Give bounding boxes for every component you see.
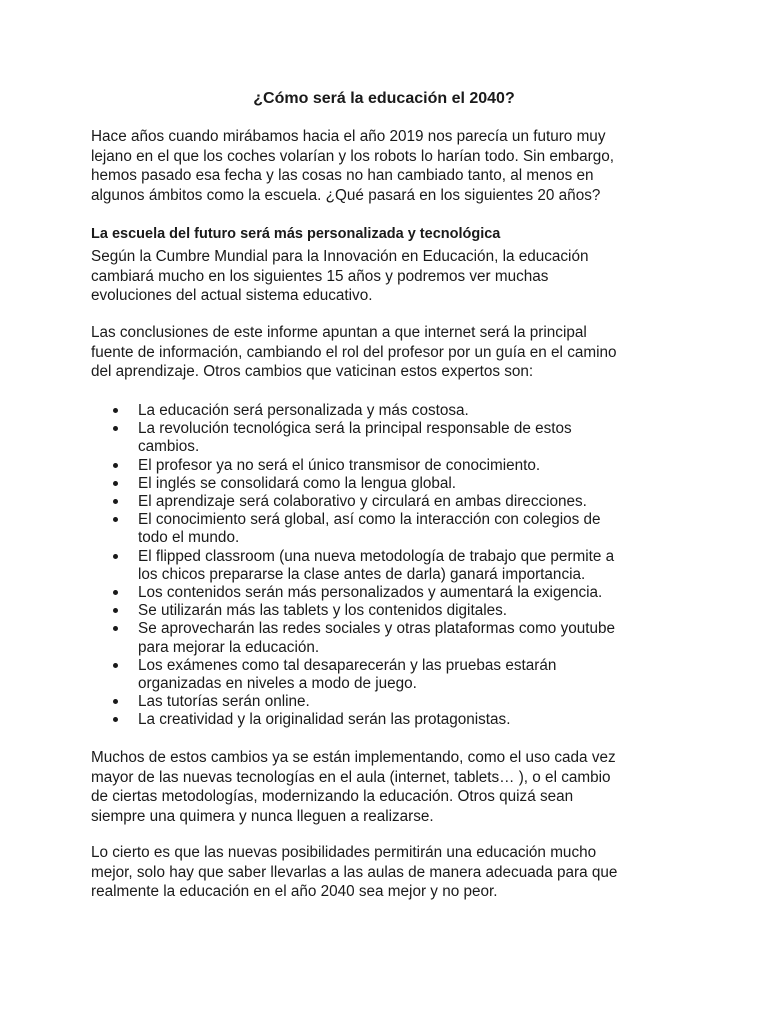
list-item-text: Las tutorías serán online. <box>138 693 310 711</box>
list-item-text: La educación será personalizada y más costosa. <box>138 402 469 419</box>
paragraph-line: cambiará mucho en los siguientes 15 años y podremos ver muchas <box>91 267 549 285</box>
list-item-text: El conocimiento será global, así como la interacción con colegios de <box>138 511 601 529</box>
intro-paragraph <box>91 127 691 205</box>
document-title: ¿Cómo será la educación el 2040? <box>253 90 515 107</box>
list-item <box>91 420 691 456</box>
bullet-icon <box>113 408 118 413</box>
paragraph-line: Las conclusiones de este informe apuntan a que internet será la principal <box>91 324 587 341</box>
intro-line: lejano en el que los coches volarían y los robots lo harían todo. Sin embargo, <box>91 147 614 165</box>
list-item <box>91 402 691 420</box>
list-item <box>91 657 691 693</box>
list-item-text: Los contenidos serán más personalizados y aumentará la exigencia. <box>138 584 603 602</box>
paragraph-line: Según la Cumbre Mundial para la Innovación en Educación, la educación <box>91 248 589 265</box>
conclusions-paragraph <box>91 323 691 382</box>
list-item-text: Se aprovecharán las redes sociales y otras plataformas como youtube <box>138 620 616 638</box>
paragraph-line: Muchos de estos cambios ya se están implementando, como el uso cada vez <box>91 749 616 766</box>
section-heading: La escuela del futuro será más personalizada y tecnológica <box>91 226 501 242</box>
paragraph-line: fuente de información, cambiando el rol del profesor por un guía en el camino <box>91 343 617 361</box>
paragraph-line: evoluciones del actual sistema educativo. <box>91 287 373 304</box>
list-item <box>91 457 691 475</box>
list-item-text: El profesor ya no será el único transmisor de conocimiento. <box>138 456 541 474</box>
bullet-icon <box>113 463 118 468</box>
list-item-text: El flipped classroom (una nueva metodología de trabajo que permite a <box>138 547 615 565</box>
list-item <box>91 602 691 620</box>
paragraph-line: de ciertas metodologías, modernizando la educación. Otros quizá sean <box>91 788 574 805</box>
bullet-icon <box>113 554 118 559</box>
bullet-icon <box>113 499 118 504</box>
list-item-text: para mejorar la educación. <box>138 638 320 656</box>
bullet-icon <box>113 426 118 431</box>
list-item-text: Se utilizarán más las tablets y los contenidos digitales. <box>138 602 508 620</box>
list-item <box>91 475 691 493</box>
bullet-icon <box>113 481 118 486</box>
intro-line: Hace años cuando mirábamos hacia el año 2019 nos parecía un futuro muy <box>91 128 606 145</box>
summit-paragraph <box>91 247 691 306</box>
list-item-text: todo el mundo. <box>138 529 240 547</box>
list-item-text: El inglés se consolidará como la lengua global. <box>138 474 457 492</box>
paragraph-line: realmente la educación en el año 2040 sea mejor y no peor. <box>91 883 498 900</box>
list-item <box>91 693 691 711</box>
bullet-icon <box>113 608 118 613</box>
changes-list <box>91 402 691 730</box>
list-item-text: cambios. <box>138 438 200 456</box>
list-item <box>91 548 691 584</box>
intro-line: algunos ámbitos como la escuela. ¿Qué pasará en los siguientes 20 años? <box>91 186 601 204</box>
bullet-icon <box>113 699 118 704</box>
list-item <box>91 711 691 729</box>
paragraph-line: del aprendizaje. Otros cambios que vaticinan estos expertos son: <box>91 363 534 380</box>
list-item-text: organizadas en niveles a modo de juego. <box>138 675 417 693</box>
list-item <box>91 511 691 547</box>
list-item <box>91 493 691 511</box>
bullet-icon <box>113 663 118 668</box>
paragraph-line: mejor, solo hay que saber llevarlas a las aulas de manera adecuada para que <box>91 863 618 881</box>
list-item <box>91 620 691 656</box>
list-item-text: La creatividad y la originalidad serán las protagonistas. <box>138 711 511 729</box>
bullet-icon <box>113 626 118 631</box>
paragraph-line: mayor de las nuevas tecnologías en el aula (internet, tablets… ), o el cambio <box>91 768 611 786</box>
paragraph-line: Lo cierto es que las nuevas posibilidades permitirán una educación mucho <box>91 844 597 861</box>
list-item-text: Los exámenes como tal desaparecerán y las pruebas estarán <box>138 656 557 674</box>
bullet-icon <box>113 717 118 722</box>
paragraph-line: siempre una quimera y nunca lleguen a realizarse. <box>91 807 434 825</box>
bullet-icon <box>113 517 118 522</box>
bullet-icon <box>113 590 118 595</box>
implementation-paragraph <box>91 748 691 826</box>
list-item-text: La revolución tecnológica será la principal responsable de estos <box>138 420 572 438</box>
list-item-text: los chicos prepararse la clase antes de darla) ganará importancia. <box>138 565 586 583</box>
conclusion-paragraph <box>91 843 691 902</box>
list-item <box>91 584 691 602</box>
list-item-text: El aprendizaje será colaborativo y circulará en ambas direcciones. <box>138 493 587 511</box>
intro-line: hemos pasado esa fecha y las cosas no han cambiado tanto, al menos en <box>91 167 594 184</box>
